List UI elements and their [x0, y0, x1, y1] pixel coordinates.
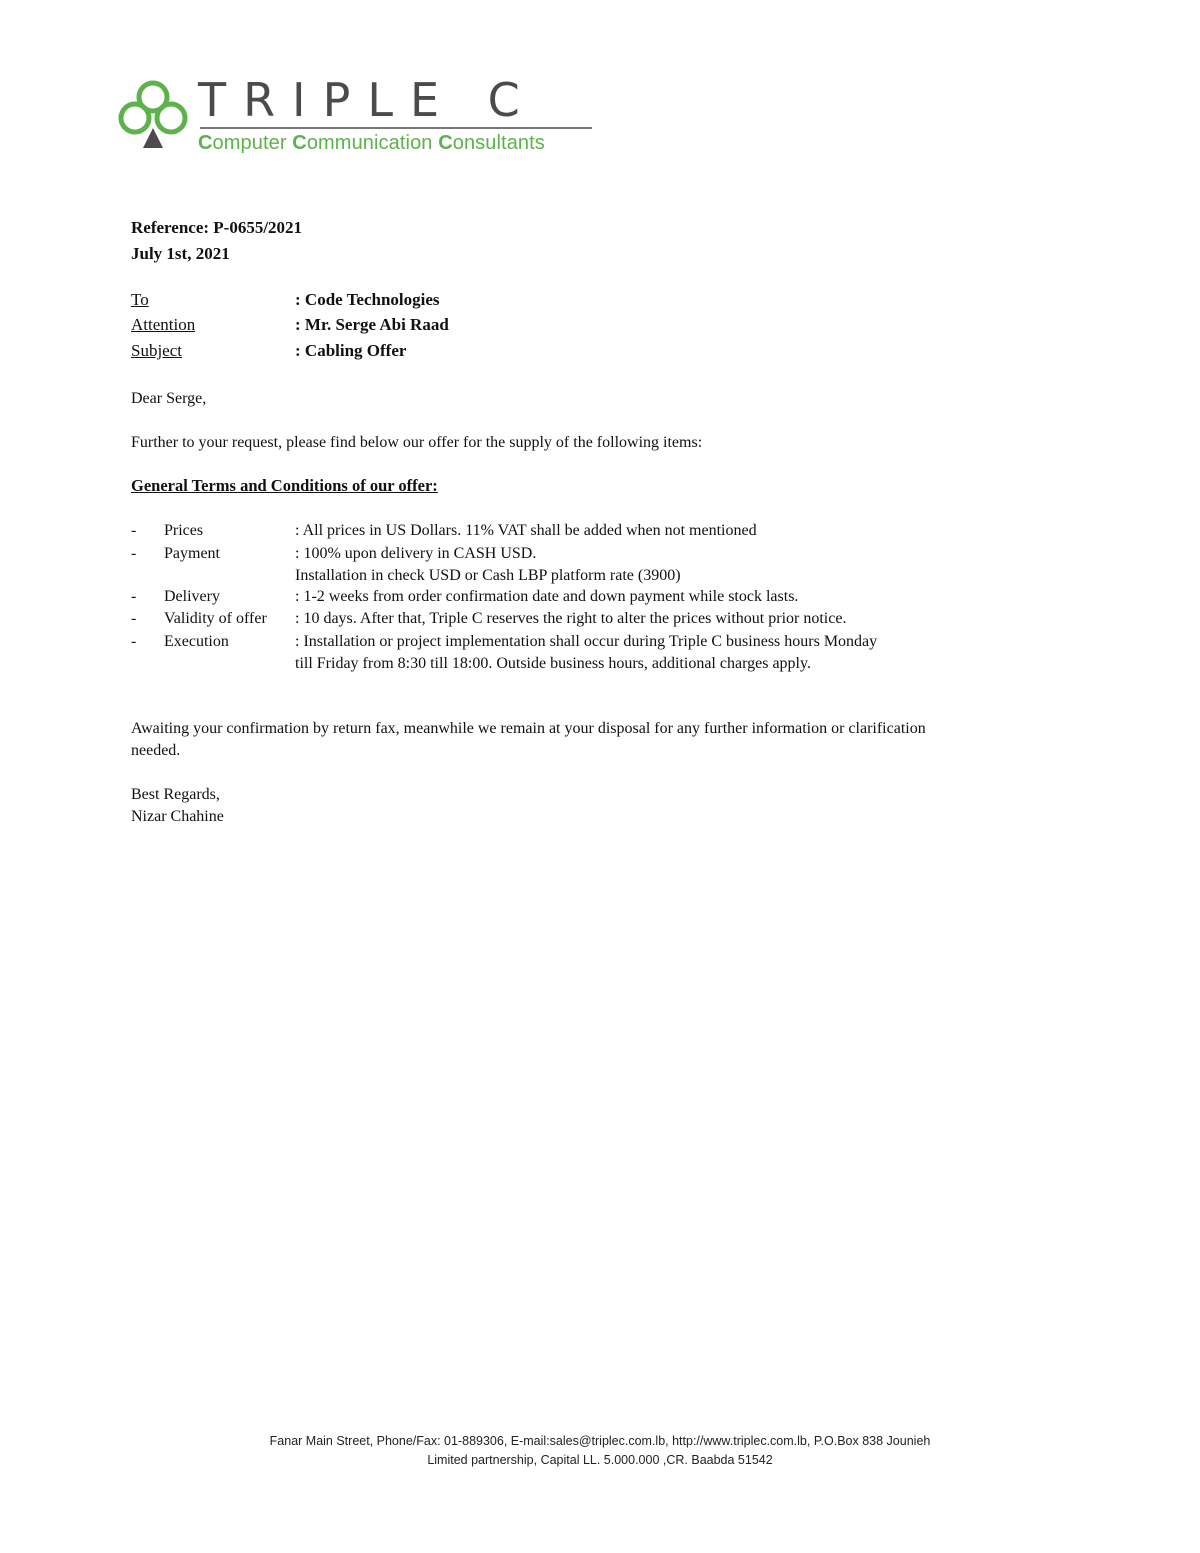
bullet-dash: - [131, 633, 137, 650]
field-value: : Code Technologies [295, 290, 440, 309]
term-name: Validity of offer [164, 610, 267, 627]
term-value: till Friday from 8:30 till 18:00. Outside business hours, additional charges apply. [295, 655, 811, 672]
field-label: Subject [131, 341, 182, 360]
term-name: Execution [164, 633, 229, 650]
terms-title: General Terms and Conditions of our offer: [131, 476, 438, 495]
field-value: : Mr. Serge Abi Raad [295, 315, 449, 334]
term-name: Prices [164, 522, 204, 539]
field-value: : Cabling Offer [295, 341, 407, 360]
term-value: : All prices in US Dollars. 11% VAT shall be added when not mentioned [295, 522, 757, 539]
field-label: Attention [131, 315, 196, 334]
bullet-dash: - [131, 588, 137, 605]
bullet-dash: - [131, 522, 137, 539]
logo-divider [200, 127, 592, 129]
sign-off: Best Regards, [131, 786, 220, 803]
logo-wordmark: TRIPLE C [198, 73, 537, 127]
field-label: To [131, 290, 149, 309]
reference-number: Reference: P-0655/2021 [131, 218, 303, 237]
footer-contact: Fanar Main Street, Phone/Fax: 01-889306, E-mail:sales@triplec.com.lb, http://www.triplec.com.lb, P.O.Box 838 Jounieh [269, 1434, 931, 1448]
closing-paragraph: Awaiting your confirmation by return fax, meanwhile we remain at your disposal for any further information or clarification needed. [131, 720, 926, 759]
company-logo [116, 73, 596, 160]
term-value: : 1-2 weeks from order confirmation date and down payment while stock lasts. [295, 588, 799, 605]
term-value: Installation in check USD or Cash LBP platform rate (3900) [295, 567, 681, 584]
logo-tagline: Computer Communication Consultants [198, 132, 545, 154]
term-name: Payment [164, 545, 220, 562]
signer-name: Nizar Chahine [131, 808, 224, 825]
term-value: : 100% upon delivery in CASH USD. [295, 545, 537, 562]
intro-paragraph: Further to your request, please find below our offer for the supply of the following items: [131, 434, 703, 451]
term-value: : Installation or project implementation shall occur during Triple C business hours Monday [295, 633, 878, 650]
bullet-dash: - [131, 610, 137, 627]
term-value: : 10 days. After that, Triple C reserves the right to alter the prices without prior notice. [295, 610, 847, 627]
clover-logo-icon [116, 76, 196, 156]
term-name: Delivery [164, 588, 220, 605]
letter-date: July 1st, 2021 [131, 244, 230, 263]
greeting: Dear Serge, [131, 390, 207, 407]
footer-legal: Limited partnership, Capital LL. 5.000.000 ,CR. Baabda 51542 [427, 1453, 773, 1467]
bullet-dash: - [131, 545, 137, 562]
